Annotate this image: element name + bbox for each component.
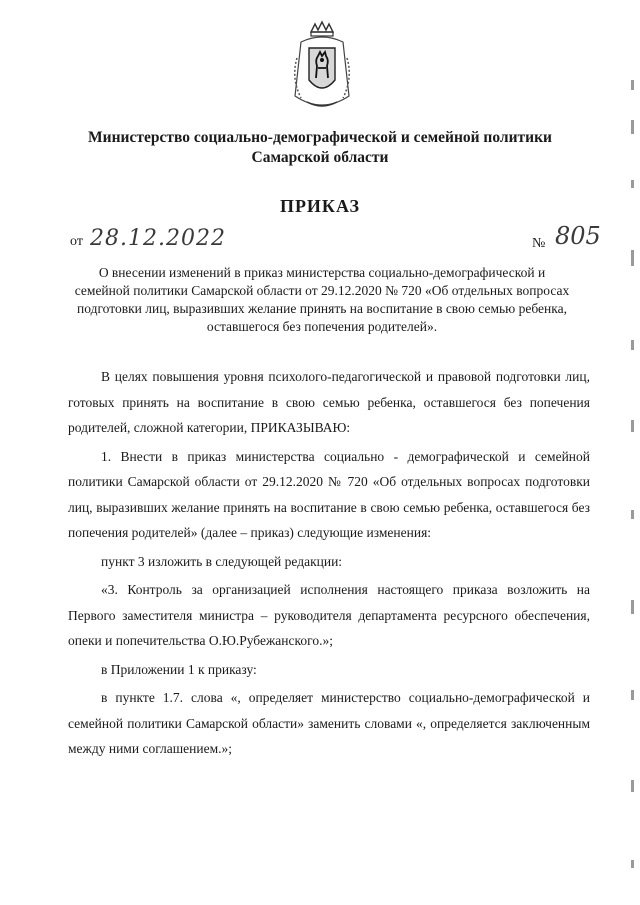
document-title: ПРИКАЗ	[279, 196, 361, 216]
date-prefix: от	[70, 234, 83, 249]
paragraph-point-3-intro: пункт 3 изложить в следующей редакции:	[101, 553, 343, 569]
paragraph-point-3-text: «3. Контроль за организацией исполнения настоящего приказа возложить на Первого заместителя министра – руководителя департамента ресурсного обеспечения, опеки и попечительства О.Ю.Рубежанского.»;	[68, 582, 590, 648]
scan-edge-mark	[628, 40, 638, 890]
handwritten-date: 28.12.2022	[90, 226, 226, 251]
number-prefix: №	[532, 236, 546, 251]
paragraph-appendix-change: в пункте 1.7. слова «, определяет министерство социально-демографической и семейной политики Самарской области» заменить словами «, определяется заключенным между ними соглашением.»;	[68, 690, 590, 756]
order-body	[68, 364, 590, 762]
order-subject: О внесении изменений в приказ министерства социально-демографической и семейной политики Самарской области от 29.12.2020 № 720 «Об отдельных вопросах подготовки лиц, выразивших желание принять на воспитание в свою семью ребенка, оставшегося без попечения родителей».	[74, 265, 570, 334]
ministry-line-2: Самарской области	[251, 149, 389, 166]
paragraph-purpose: В целях повышения уровня психолого-педагогической и правовой подготовки лиц, готовых принять на воспитание в свою семью ребенка, оставшегося без попечения родителей, сложной категории, ПРИКАЗЫВАЮ:	[68, 369, 590, 435]
handwritten-number: 805	[555, 222, 601, 250]
ministry-name	[60, 128, 580, 168]
paragraph-appendix-intro: в Приложении 1 к приказу:	[101, 661, 257, 677]
paragraph-item-1: 1. Внести в приказ министерства социально - демографической и семейной политики Самарской области от 29.12.2020 № 720 «Об отдельных вопросах подготовки лиц, выразивших желание принять на воспитание в свою семью ребенка, оставшегося без попечения родителей» (далее – приказ) следующие изменения:	[68, 448, 590, 540]
date-number-row	[70, 222, 610, 256]
coat-of-arms-icon	[287, 18, 357, 118]
ministry-line-1: Министерство социально-демографической и семейной политики	[88, 129, 552, 146]
